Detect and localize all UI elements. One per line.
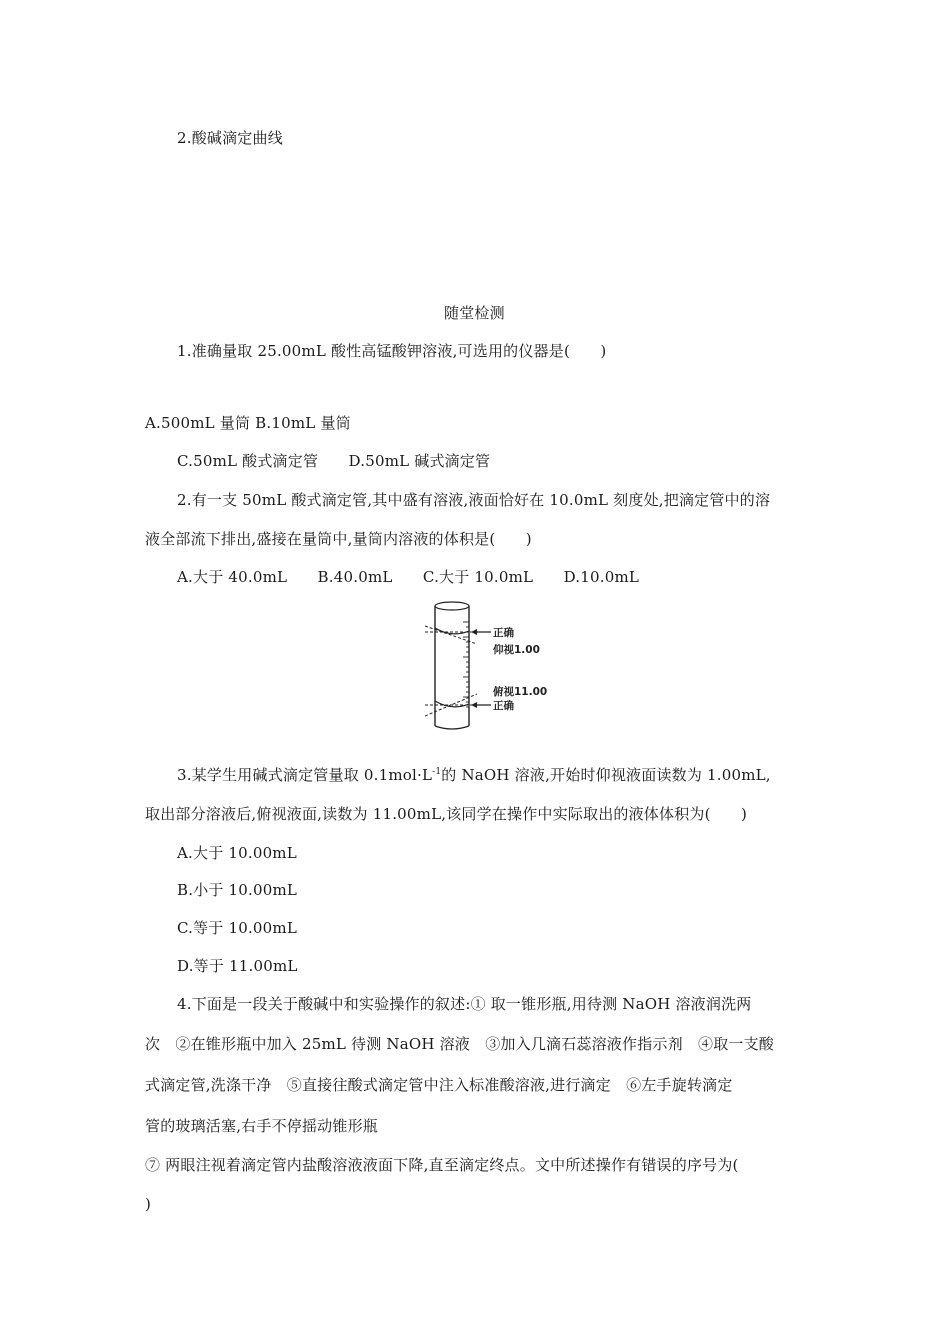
bottom-meniscus (435, 701, 469, 707)
q4-line6: ) (145, 1195, 152, 1213)
q3-option-c: C.等于 10.00mL (177, 919, 298, 937)
q3-option-d: D.等于 11.00mL (177, 957, 298, 975)
label-correct-top: 正确 (493, 627, 514, 639)
quiz-title: 随堂检测 (444, 304, 505, 322)
q4-line1: 4.下面是一段关于酸碱中和实验操作的叙述:① 取一锥形瓶,用待测 NaOH 溶液润洗两 (177, 995, 752, 1013)
label-look-down: 俯视11.00 (493, 686, 548, 698)
q3-option-a: A.大于 10.00mL (177, 844, 297, 862)
label-look-up: 仰视1.00 (493, 644, 540, 656)
q1-options-line1: A.500mL 量筒 B.10mL 量筒 (145, 414, 351, 432)
q2-options: A.大于 40.0mL B.40.0mL C.大于 10.0mL D.10.0mL (177, 568, 640, 586)
burette-bottom-edge (435, 726, 469, 729)
section-heading: 2.酸碱滴定曲线 (177, 129, 283, 147)
q4-line4: 管的玻璃活塞,右手不停摇动锥形瓶 (145, 1117, 378, 1135)
top-correct-arrowhead (471, 629, 477, 635)
q3-stem-part-b: 的 NaOH 溶液,开始时仰视液面读数为 1.00mL, (441, 766, 771, 784)
q3-stem-superscript: -1 (432, 767, 442, 777)
burette-top-opening (435, 602, 469, 610)
label-correct-bottom: 正确 (493, 700, 514, 712)
q4-line3: 式滴定管,洗涤干净 ⑤直接往酸式滴定管中注入标准酸溶液,进行滴定 ⑥左手旋转滴定 (145, 1076, 733, 1094)
q1-stem: 1.准确量取 25.00mL 酸性高锰酸钾溶液,可选用的仪器是( ) (177, 342, 607, 360)
q3-stem-part-a: 3.某学生用碱式滴定管量取 0.1mol·L (177, 766, 433, 784)
q3-stem-line2: 取出部分溶液后,俯视液面,读数为 11.00mL,该同学在操作中实际取出的液体体积为( ) (145, 805, 748, 823)
q2-stem-line1: 2.有一支 50mL 酸式滴定管,其中盛有溶液,液面恰好在 10.0mL 刻度处,把滴定管中的溶 (177, 491, 771, 509)
burette-scale-ticks (463, 622, 469, 707)
q4-line2: 次 ②在锥形瓶中加入 25mL 待测 NaOH 溶液 ③加入几滴石蕊溶液作指示剂 ④取一支酸 (145, 1035, 774, 1053)
bottom-correct-arrowhead (471, 702, 477, 708)
q4-line5: ⑦ 两眼注视着滴定管内盐酸溶液液面下降,直至滴定终点。文中所述操作有错误的序号为( (145, 1156, 739, 1174)
q2-stem-line2: 液全部流下排出,盛接在量筒中,量筒内溶液的体积是( ) (145, 530, 532, 548)
q3-stem-line1 (177, 765, 771, 785)
burette-figure (425, 598, 565, 738)
q3-option-b: B.小于 10.00mL (177, 881, 298, 899)
q1-options-line2: C.50mL 酸式滴定管 D.50mL 碱式滴定管 (177, 452, 491, 470)
